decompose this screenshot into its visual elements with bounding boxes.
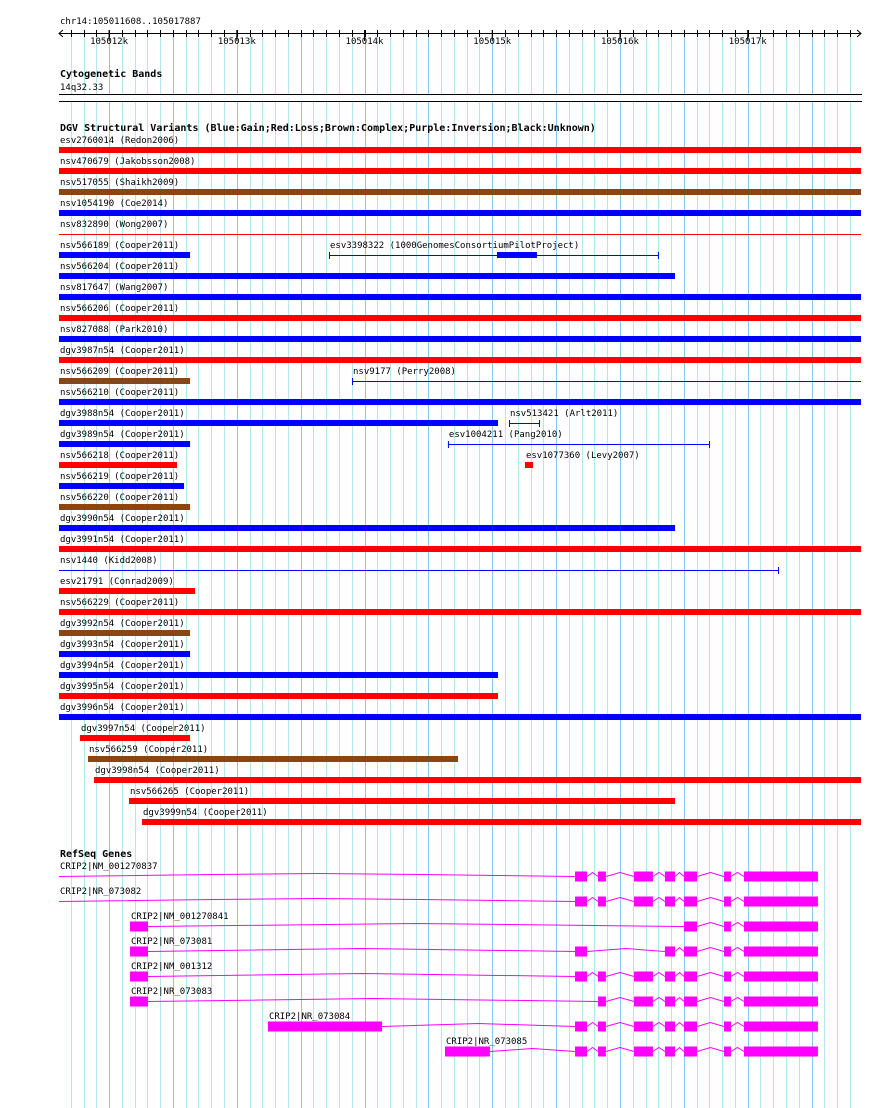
- gene-exon[interactable]: [724, 872, 731, 882]
- gene-exon[interactable]: [598, 897, 606, 907]
- variant-bar[interactable]: [59, 147, 861, 153]
- gene-exon[interactable]: [724, 997, 731, 1007]
- structural-variant[interactable]: [59, 241, 190, 258]
- variant-label: nsv566219 (Cooper2011): [60, 472, 180, 482]
- variant-label: nsv9177 (Perry2008): [353, 367, 456, 377]
- variant-bar[interactable]: [88, 756, 458, 762]
- variant-bar[interactable]: [59, 525, 675, 531]
- variant-core-bar[interactable]: [497, 252, 537, 258]
- gene-exon[interactable]: [724, 922, 731, 932]
- gene-exon[interactable]: [744, 947, 818, 957]
- gene-exon[interactable]: [575, 872, 587, 882]
- structural-variant[interactable]: [59, 157, 861, 174]
- gene-transcript[interactable]: [445, 1037, 818, 1057]
- variant-bar[interactable]: [59, 441, 190, 447]
- gene-exon[interactable]: [575, 897, 587, 907]
- gene-exon[interactable]: [445, 1047, 490, 1057]
- structural-variant[interactable]: [329, 241, 659, 259]
- cytoband-label: 14q32.33: [60, 83, 104, 93]
- gene-exon[interactable]: [724, 1047, 731, 1057]
- structural-variant[interactable]: [59, 325, 861, 342]
- gene-transcript[interactable]: [130, 937, 818, 957]
- gene-exon[interactable]: [634, 872, 653, 882]
- variant-label: dgv3989n54 (Cooper2011): [60, 430, 185, 440]
- gene-exon[interactable]: [744, 997, 818, 1007]
- variant-label: nsv566210 (Cooper2011): [60, 388, 180, 398]
- gene-transcript[interactable]: [130, 987, 818, 1007]
- gene-transcript[interactable]: [130, 962, 818, 982]
- structural-variant[interactable]: [59, 136, 861, 153]
- gene-exon[interactable]: [130, 947, 148, 957]
- variant-label: dgv3996n54 (Cooper2011): [60, 703, 185, 713]
- gene-exon[interactable]: [575, 1022, 587, 1032]
- gene-exon[interactable]: [598, 1047, 606, 1057]
- gene-exon[interactable]: [744, 922, 818, 932]
- variant-label: nsv832890 (Wong2007): [60, 220, 169, 230]
- gene-exon[interactable]: [684, 972, 697, 982]
- variant-bar[interactable]: [59, 210, 861, 216]
- cytoband-track-title: Cytogenetic Bands: [60, 69, 163, 80]
- variant-bar[interactable]: [59, 651, 190, 657]
- gene-exon[interactable]: [665, 1022, 675, 1032]
- variant-label: esv2760014 (Redon2006): [60, 136, 180, 146]
- gene-exon[interactable]: [665, 872, 675, 882]
- gene-transcript[interactable]: [59, 887, 818, 907]
- structural-variant[interactable]: [59, 703, 861, 720]
- gene-exon[interactable]: [130, 922, 148, 932]
- structural-variant[interactable]: [59, 472, 184, 489]
- gene-exon[interactable]: [744, 1022, 818, 1032]
- variant-label: dgv3991n54 (Cooper2011): [60, 535, 185, 545]
- structural-variant[interactable]: [59, 409, 498, 426]
- gene-exon[interactable]: [665, 947, 675, 957]
- structural-variant[interactable]: [59, 283, 861, 300]
- location-label: chr14:105011608..105017887: [60, 17, 201, 27]
- structural-variant[interactable]: [59, 682, 498, 699]
- structural-variant[interactable]: [59, 640, 190, 657]
- variant-bar[interactable]: [59, 252, 190, 258]
- cytoband-band[interactable]: [59, 94, 862, 101]
- gene-exon[interactable]: [665, 997, 675, 1007]
- variant-label: dgv3999n54 (Cooper2011): [143, 808, 268, 818]
- gene-label: CRIP2|NR_073082: [60, 887, 142, 897]
- variant-bar[interactable]: [59, 483, 184, 489]
- variant-bar[interactable]: [59, 462, 177, 468]
- structural-variant[interactable]: [59, 304, 861, 321]
- variant-label: dgv3988n54 (Cooper2011): [60, 409, 185, 419]
- variant-label: esv1077360 (Levy2007): [525, 451, 640, 461]
- variant-bar[interactable]: [59, 357, 861, 363]
- variant-bar[interactable]: [59, 378, 190, 384]
- structural-variant[interactable]: [59, 220, 861, 235]
- variant-label: dgv3997n54 (Cooper2011): [80, 724, 206, 734]
- structural-variant[interactable]: [59, 346, 861, 363]
- structural-variant[interactable]: [94, 766, 861, 783]
- structural-variant[interactable]: [88, 745, 458, 762]
- structural-variant[interactable]: [59, 199, 861, 216]
- variant-bar[interactable]: [142, 819, 861, 825]
- variant-bar[interactable]: [59, 168, 861, 174]
- gene-exon[interactable]: [130, 997, 148, 1007]
- gene-exon[interactable]: [598, 972, 606, 982]
- variant-bar[interactable]: [94, 777, 861, 783]
- variant-bar[interactable]: [59, 336, 861, 342]
- structural-variant[interactable]: [59, 556, 779, 574]
- gene-label: CRIP2|NM_001270837: [60, 862, 158, 872]
- variant-label: nsv513421 (Arlt2011): [509, 409, 619, 419]
- structural-variant[interactable]: [59, 430, 190, 447]
- variant-label: nsv566206 (Cooper2011): [60, 304, 180, 314]
- variant-label: nsv566209 (Cooper2011): [60, 367, 180, 377]
- variant-bar[interactable]: [59, 714, 861, 720]
- gene-transcript[interactable]: [59, 862, 818, 882]
- variant-bar[interactable]: [59, 399, 861, 405]
- structural-variant[interactable]: [80, 724, 206, 741]
- ruler-tick-label: 105015k: [473, 37, 512, 47]
- variant-label: dgv3987n54 (Cooper2011): [60, 346, 185, 356]
- gene-exon[interactable]: [634, 972, 653, 982]
- gene-exon[interactable]: [684, 997, 697, 1007]
- gene-exon[interactable]: [744, 872, 818, 882]
- gene-exon[interactable]: [575, 1047, 587, 1057]
- variant-label: nsv566220 (Cooper2011): [60, 493, 180, 503]
- variant-bar[interactable]: [59, 294, 861, 300]
- variant-label: nsv827088 (Park2010): [60, 325, 169, 335]
- variant-bar[interactable]: [59, 189, 861, 195]
- gene-exon[interactable]: [724, 972, 731, 982]
- structural-variant[interactable]: [59, 577, 195, 594]
- structural-variant[interactable]: [59, 598, 861, 615]
- gene-label: CRIP2|NR_073084: [268, 1012, 351, 1022]
- variant-label: nsv566218 (Cooper2011): [60, 451, 180, 461]
- variant-bar[interactable]: [59, 672, 498, 678]
- gene-exon[interactable]: [684, 922, 697, 932]
- variant-bar[interactable]: [59, 273, 675, 279]
- variant-bar[interactable]: [525, 462, 533, 468]
- ruler-tick-label: 105012k: [90, 37, 129, 47]
- gene-exon[interactable]: [684, 872, 697, 882]
- gene-exon[interactable]: [665, 972, 675, 982]
- gene-exon[interactable]: [665, 1047, 675, 1057]
- gene-intron-line: [490, 1048, 744, 1052]
- gene-exon[interactable]: [634, 997, 653, 1007]
- gene-exon[interactable]: [634, 897, 653, 907]
- structural-variant[interactable]: [59, 388, 861, 405]
- gene-exon[interactable]: [744, 1047, 818, 1057]
- variant-bar[interactable]: [59, 546, 861, 552]
- structural-variant[interactable]: [59, 367, 190, 384]
- variant-label: nsv817647 (Wang2007): [60, 283, 169, 293]
- dgv-track-title: DGV Structural Variants (Blue:Gain;Red:Loss;Brown:Complex;Purple:Inversion;Black:Unknown): [60, 123, 596, 134]
- gene-label: CRIP2|NR_073081: [131, 937, 213, 947]
- variant-label: dgv3994n54 (Cooper2011): [60, 661, 185, 671]
- gene-label: CRIP2|NR_073085: [445, 1037, 528, 1047]
- structural-variant[interactable]: [59, 451, 179, 468]
- variant-label: esv1004211 (Pang2010): [448, 430, 563, 440]
- structural-variant[interactable]: [59, 661, 498, 678]
- structural-variant[interactable]: [509, 409, 618, 427]
- variant-bar[interactable]: [59, 315, 861, 321]
- variant-label: dgv3998n54 (Cooper2011): [94, 766, 220, 776]
- gene-exon[interactable]: [268, 1022, 382, 1032]
- gene-exon[interactable]: [575, 972, 587, 982]
- variant-label: nsv1054190 (Coe2014): [60, 199, 169, 209]
- gene-exon[interactable]: [684, 897, 697, 907]
- variant-label: dgv3990n54 (Cooper2011): [60, 514, 185, 524]
- variant-bar[interactable]: [59, 609, 861, 615]
- gene-exon[interactable]: [634, 1022, 653, 1032]
- variant-label: esv3398322 (1000GenomesConsortiumPilotProject): [330, 241, 580, 251]
- variant-bar[interactable]: [59, 630, 190, 636]
- ruler-tick-label: 105013k: [217, 37, 256, 47]
- structural-variant[interactable]: [142, 808, 861, 825]
- gene-exon[interactable]: [744, 972, 818, 982]
- gene-exon[interactable]: [598, 1022, 606, 1032]
- variant-label: nsv517055 (Shaikh2009): [60, 178, 180, 188]
- variant-bar[interactable]: [80, 735, 190, 741]
- variant-bar[interactable]: [59, 693, 498, 699]
- variant-bar[interactable]: [59, 420, 498, 426]
- structural-variant[interactable]: [59, 619, 190, 636]
- ruler-tick-label: 105017k: [728, 37, 767, 47]
- variant-label: dgv3995n54 (Cooper2011): [60, 682, 185, 692]
- variant-label: dgv3993n54 (Cooper2011): [60, 640, 185, 650]
- ruler-tick-label: 105016k: [601, 37, 639, 47]
- structural-variant[interactable]: [59, 178, 861, 195]
- variant-bar[interactable]: [59, 504, 190, 510]
- gene-exon[interactable]: [130, 972, 148, 982]
- variant-label: dgv3992n54 (Cooper2011): [60, 619, 185, 629]
- gene-exon[interactable]: [665, 897, 675, 907]
- gene-exon[interactable]: [724, 947, 731, 957]
- gene-exon[interactable]: [598, 872, 606, 882]
- structural-variant[interactable]: [59, 535, 861, 552]
- gene-exon[interactable]: [684, 1022, 697, 1032]
- structural-variant[interactable]: [129, 787, 675, 804]
- structural-variant[interactable]: [448, 430, 710, 448]
- gene-label: CRIP2|NM_001312: [131, 962, 213, 972]
- gene-exon[interactable]: [598, 997, 606, 1007]
- variant-label: nsv566259 (Cooper2011): [88, 745, 209, 755]
- gene-exon[interactable]: [634, 1047, 653, 1057]
- gene-exon[interactable]: [744, 897, 818, 907]
- variant-label: esv21791 (Conrad2009): [60, 577, 174, 587]
- ruler-tick-label: 105014k: [345, 37, 384, 47]
- variant-label: nsv566189 (Cooper2011): [60, 241, 180, 251]
- gene-label: CRIP2|NM_001270841: [131, 912, 229, 922]
- variant-bar[interactable]: [129, 798, 675, 804]
- gene-exon[interactable]: [684, 947, 697, 957]
- gene-label: CRIP2|NR_073083: [131, 987, 213, 997]
- gene-exon[interactable]: [575, 947, 587, 957]
- variant-bar[interactable]: [59, 588, 195, 594]
- gene-exon[interactable]: [684, 1047, 697, 1057]
- gene-transcript[interactable]: [130, 912, 818, 932]
- refseq-track-title: RefSeq Genes: [60, 849, 133, 860]
- structural-variant[interactable]: [59, 493, 190, 510]
- variant-label: nsv566229 (Cooper2011): [60, 598, 180, 608]
- variant-label: nsv470679 (Jakobsson2008): [60, 157, 196, 167]
- variant-label: nsv566265 (Cooper2011): [129, 787, 250, 797]
- variant-label: nsv1440 (Kidd2008): [60, 556, 158, 566]
- variant-label: nsv566204 (Cooper2011): [60, 262, 180, 272]
- gene-exon[interactable]: [724, 1022, 731, 1032]
- gene-exon[interactable]: [724, 897, 731, 907]
